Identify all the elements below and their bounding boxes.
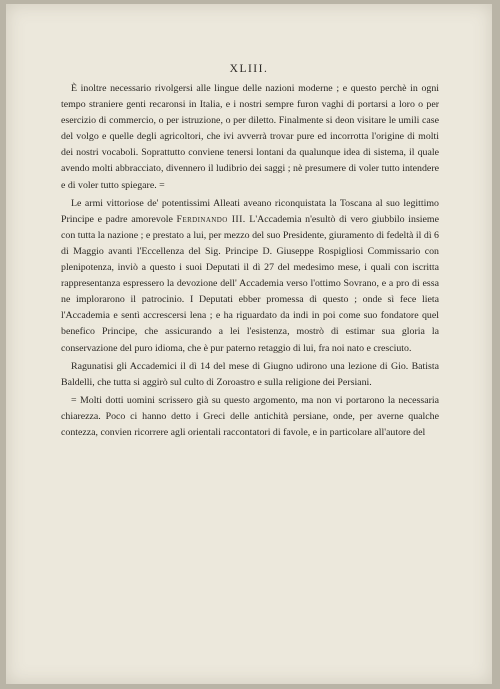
page-number: XLIII. [229, 63, 269, 75]
paragraph-4: = Molti dotti uomini scrissero già su questo argomento, ma non vi portarono la necessaria chiarezza. Poco ci hanno detto i Greci delle antichità persiane, onde, per averne qualche contezza, convien ricorrere agli orientali raccontatori di favole, e in particolare all'autore del [61, 394, 439, 438]
paragraph-2: Le armi vittoriose de' potentissimi Alleati aveano riconquistata la Toscana al suo legittimo Principe e padre amorevole Ferdinando III. L'Accademia n'esultò di vero giubbilo insieme con tutta la nazione ; e prestato a lui, per mezzo del suo Presidente, giuramento di fedeltà il dì 6 di Maggio avanti l'Eccellenza del Sig. Principe D. Giuseppe Rospigliosi Commissario con plenipotenza, inviò a questo i suoi Deputati il dì 27 del medesimo mese, i quali con iscritta rappresentanza espressero la devozione dell' Accademia verso l'ottimo Sovrano, e a pro di essa ne implorarono il patrocinio. I Deputati ebber promessa di questo ; onde sì fece lieta l'Accademia e sentì accrescersi lena ; e ha riguardato da indi in poi come suo fondatore quel benefico Principe, che assicurando a lei l'esistenza, mostrò di estimar sua gloria la conservazione del puro idioma, che è pur paterno retaggio di lui, fra noi nato e cresciuto. [61, 197, 439, 354]
body-text [61, 81, 439, 443]
book-page [6, 4, 492, 684]
prince-name: Ferdinando III. [176, 213, 246, 225]
paragraph-3: Ragunatisi gli Accademici il dì 14 del mese di Giugno udirono una lezione di Gio. Batista Baldelli, che tutta si aggirò sul culto di Zoroastro e sulla religione dei Persiani. [61, 360, 439, 388]
paragraph-1: È inoltre necessario rivolgersi alle lingue delle nazioni moderne ; e questo perchè in ogni tempo straniere genti recaronsi in Italia, e i nostri sempre furon vaghi di portarsi a loro o per esercizio di commercio, o per istruzione, o per diletto. Finalmente si deon visitare le umili case del volgo e quelle degli agricoltori, che ivi avverrà trovar pure ed incorrotta l'origine di molti dei nostri vocaboli. Soprattutto conviene tenersi lontani da qualunque idea di sistema, il quale avendo molti abbracciato, divennero il ludibrio dei saggi ; nè presumere di voler tutto intendere e di voler tutto spiegare. = [61, 83, 439, 191]
